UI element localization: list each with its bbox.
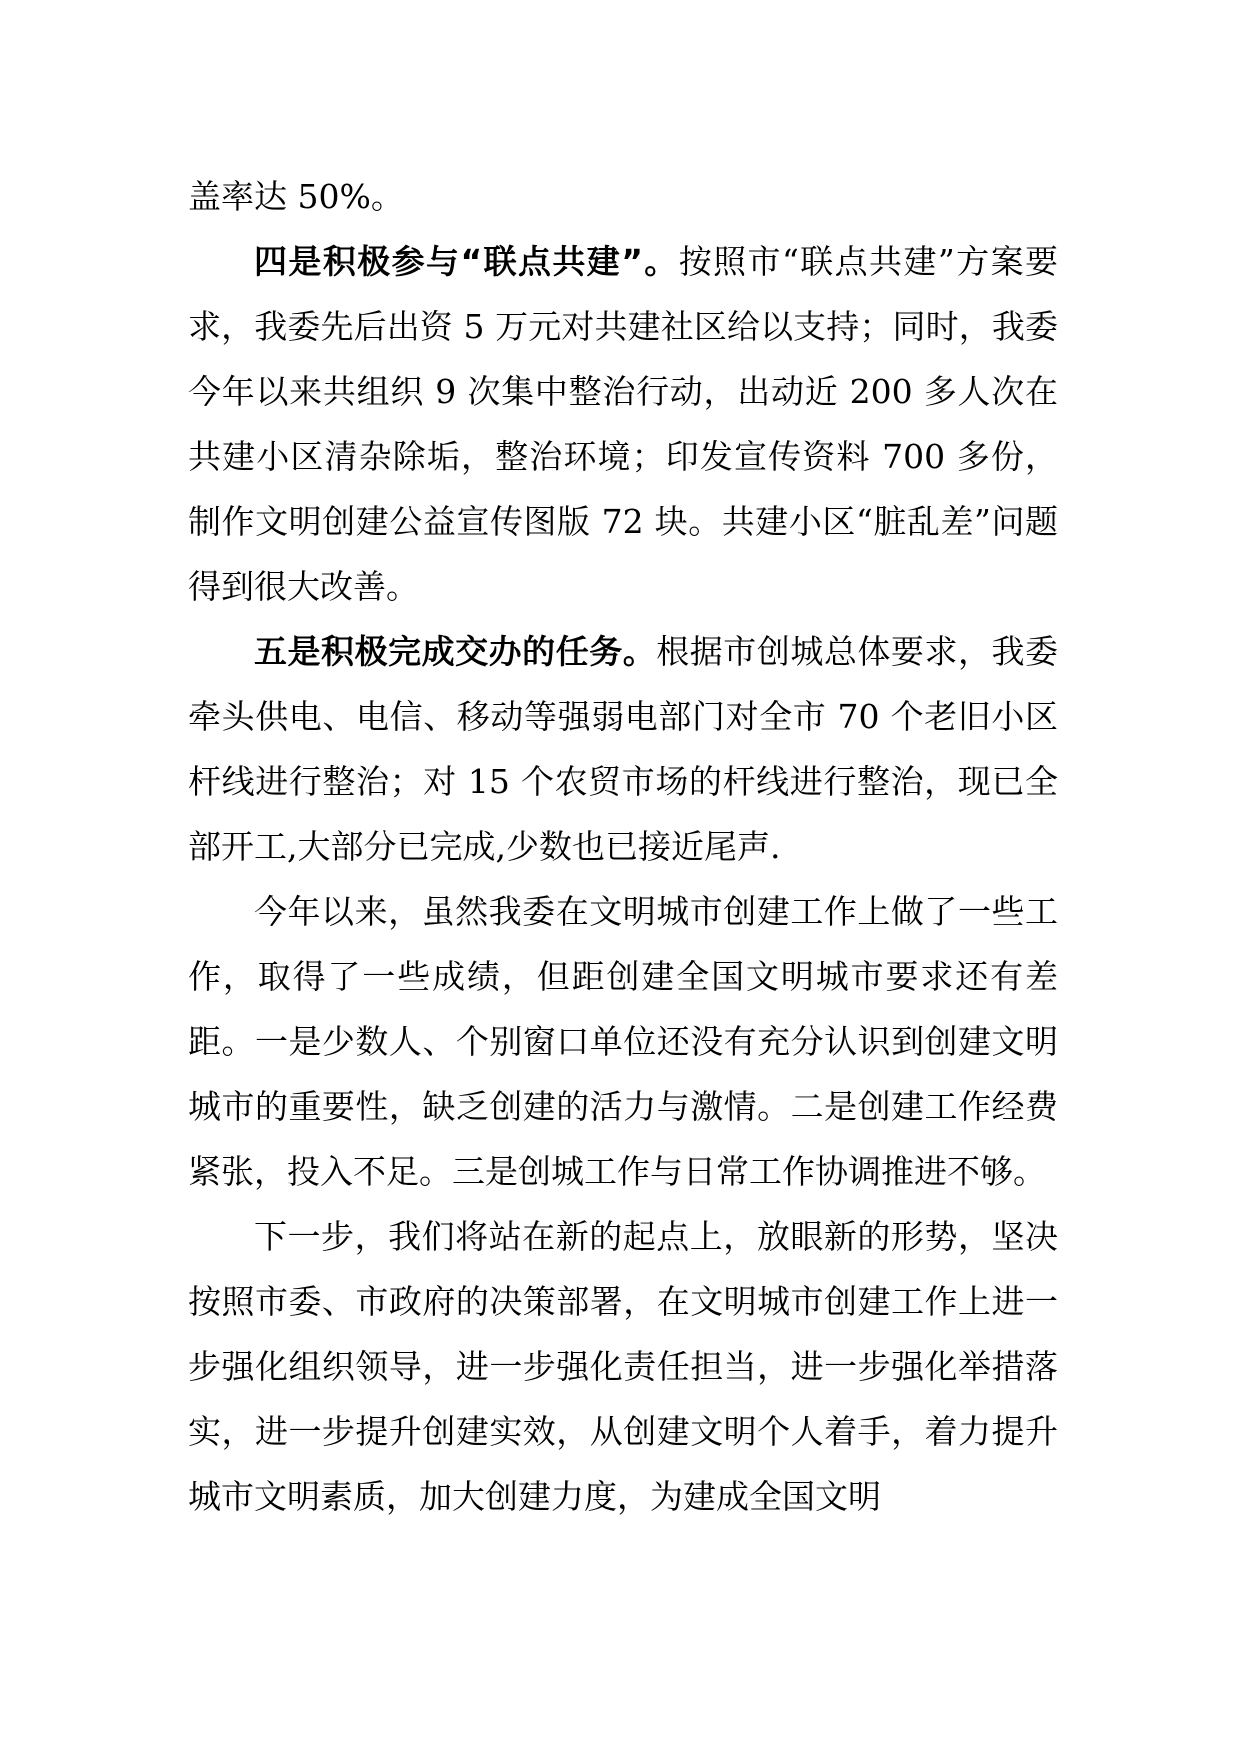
- paragraph-text: 根据市创城总体要求，我委牵头供电、电信、移动等强弱电部门对全市 70 个老旧小区杆线进行整治；对 15 个农贸市场的杆线进行整治，现已全部开工,大部分已完成,少数也已接近尾声.: [188, 632, 1059, 866]
- paragraph-shortcomings: [188, 879, 1058, 1204]
- document-page: [188, 164, 1058, 1529]
- paragraph-next-steps: [188, 1204, 1058, 1529]
- paragraph-joint-construction: [188, 229, 1058, 619]
- paragraph-lead: 五是积极完成交办的任务。: [254, 632, 657, 671]
- paragraph-text: 今年以来，虽然我委在文明城市创建工作上做了一些工作，取得了一些成绩，但距创建全国文明城市要求还有差距。一是少数人、个别窗口单位还没有充分认识到创建文明城市的重要性，缺乏创建的活力与激情。二是创建工作经费紧张，投入不足。三是创城工作与日常工作协调推进不够。: [188, 892, 1058, 1191]
- paragraph-text: 盖率达 50%。: [188, 177, 404, 216]
- paragraph-text: 下一步，我们将站在新的起点上，放眼新的形势，坚决按照市委、市政府的决策部署，在文明城市创建工作上进一步强化组织领导，进一步强化责任担当，进一步强化举措落实，进一步提升创建实效，从创建文明个人着手，着力提升城市文明素质，加大创建力度，为建成全国文明: [188, 1217, 1058, 1516]
- paragraph-coverage-rate: [188, 164, 1058, 229]
- paragraph-assigned-tasks: [188, 619, 1058, 879]
- paragraph-text: 按照市“联点共建”方案要求，我委先后出资 5 万元对共建社区给以支持；同时，我委今年以来共组织 9 次集中整治行动，出动近 200 多人次在共建小区清杂除垢，整治环境；印发宣传资料 700 多份，制作文明创建公益宣传图版 72 块。共建小区“脏乱差”问题得到很大改善。: [188, 242, 1058, 606]
- paragraph-lead: 四是积极参与“联点共建”。: [254, 242, 679, 281]
